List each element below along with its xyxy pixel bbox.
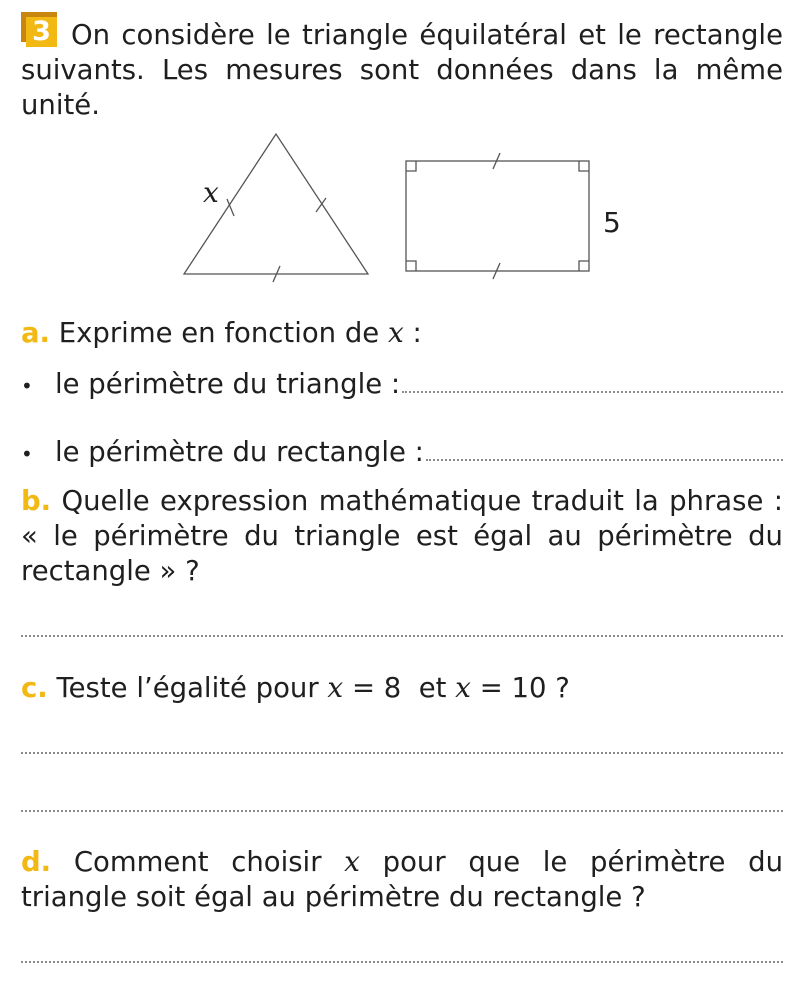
rectangle xyxy=(406,153,589,279)
bullet-rectangle-perimeter xyxy=(21,435,783,475)
question-a xyxy=(21,315,783,351)
question-c-text2: et xyxy=(401,672,456,704)
question-d xyxy=(21,844,783,915)
question-b-letter: b. xyxy=(21,485,52,517)
exercise-intro: On considère le triangle équilatéral et le rectangle suivants. Les mesures sont données dans la même unité. xyxy=(21,19,783,121)
question-c-text1: Teste l’égalité pour xyxy=(56,672,328,704)
question-a-letter: a. xyxy=(21,317,51,349)
rectangle-side-label: 5 xyxy=(603,206,621,239)
answer-line-c2[interactable] xyxy=(21,810,783,812)
question-a-prompt-end: : xyxy=(403,317,422,349)
question-b xyxy=(21,484,783,589)
bullet-triangle-perimeter xyxy=(21,367,783,407)
question-c-letter: c. xyxy=(21,672,48,704)
question-a-variable: x xyxy=(387,316,404,349)
answer-line-triangle[interactable] xyxy=(402,381,783,393)
bullet-icon: • xyxy=(21,442,33,466)
question-a-prompt: Exprime en fonction de xyxy=(58,317,388,349)
question-c xyxy=(21,670,783,706)
exercise-statement xyxy=(21,17,783,123)
exercise-number-badge xyxy=(21,17,57,47)
triangle-side-label: x xyxy=(203,176,219,209)
answer-line-d[interactable] xyxy=(21,961,783,963)
bullet-icon: • xyxy=(21,374,33,398)
question-b-text: Quelle expression mathématique traduit la phrase : « le périmètre du triangle est égal au périmètre du rectangle » ? xyxy=(21,485,783,587)
question-c-eq1: = 8 xyxy=(343,672,402,704)
question-c-eq2: = 10 ? xyxy=(470,672,570,704)
question-c-var1: x xyxy=(327,671,344,704)
question-d-letter: d. xyxy=(21,846,52,878)
question-c-var2: x xyxy=(455,671,471,704)
exercise-number: 3 xyxy=(26,17,57,47)
bullet-label: le périmètre du rectangle : xyxy=(55,436,424,468)
answer-line-c1[interactable] xyxy=(21,752,783,754)
question-d-text1: Comment choisir xyxy=(73,846,345,878)
question-d-var: x xyxy=(344,845,360,878)
bullet-label: le périmètre du triangle : xyxy=(55,368,401,400)
answer-line-b[interactable] xyxy=(21,635,783,637)
question-d-text2: pour que le périmètre du triangle soit égal au périmètre du rectangle ? xyxy=(21,846,783,913)
answer-line-rectangle[interactable] xyxy=(426,449,783,461)
